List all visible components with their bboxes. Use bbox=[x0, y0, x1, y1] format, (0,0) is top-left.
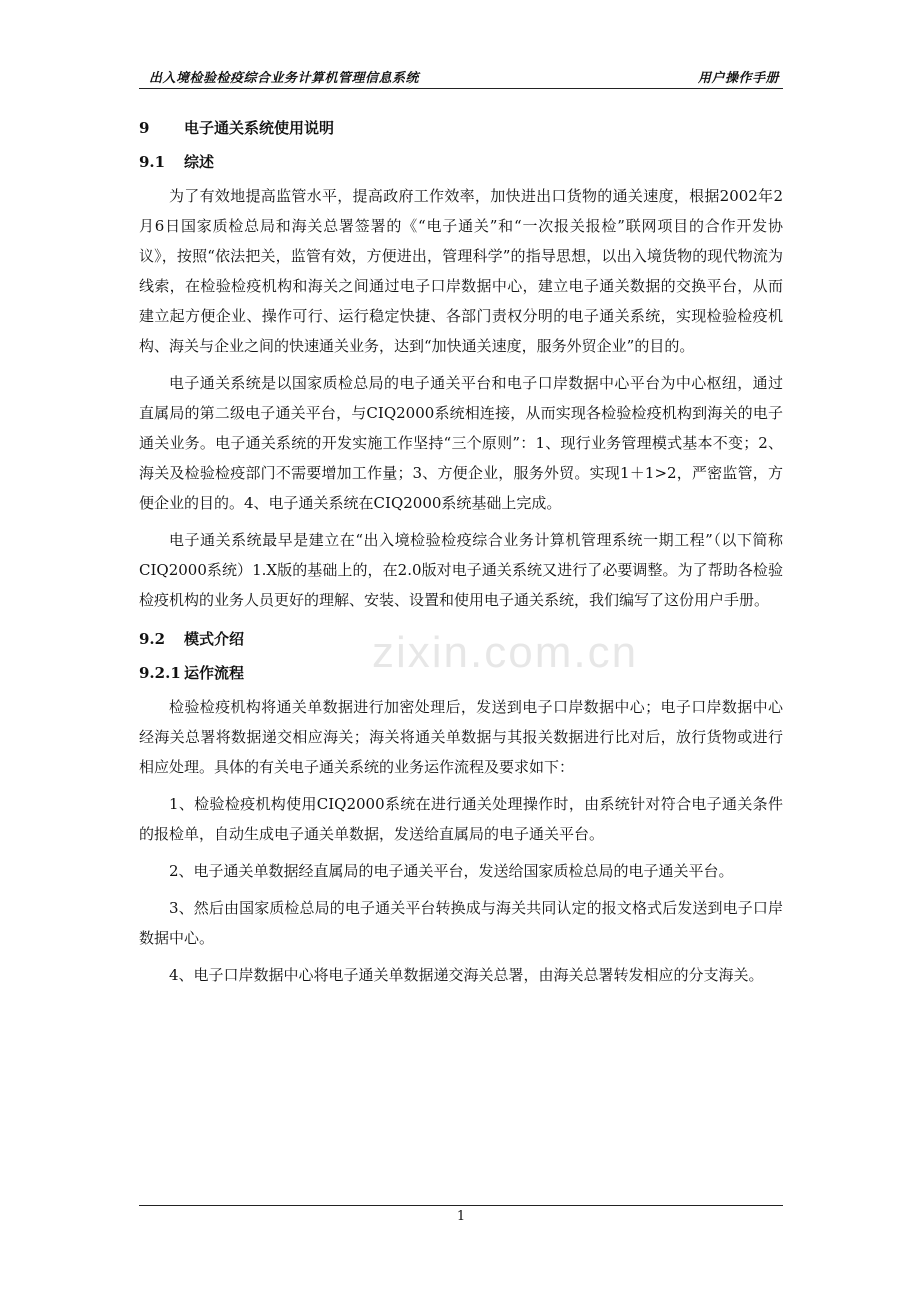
heading-number: 9.2 bbox=[139, 630, 166, 648]
paragraph: 为了有效地提高监管水平，提高政府工作效率，加快进出口货物的通关速度，根据2002年2月6日国家质检总局和海关总署签署的《“电子通关”和“一次报关报检”联网项目的合作开发协议》，按照“依法把关，监管有效，方便进出，管理科学”的指导思想，以出入境货物的现代物流为线索，在检验检疫机构和海关之间通过电子口岸数据中心，建立电子通关数据的交换平台，从而建立起方便企业、操作可行、运行稳定快捷、各部门责权分明的电子通关系统，实现检验检疫机构、海关与企业之间的快速通关业务，达到“加快通关速度，服务外贸企业”的目的。 bbox=[139, 187, 783, 355]
paragraph: 1、检验检疫机构使用CIQ2000系统在进行通关处理操作时，由系统针对符合电子通关条件的报检单，自动生成电子通关单数据，发送给直属局的电子通关平台。 bbox=[139, 795, 783, 843]
page-header bbox=[139, 66, 783, 89]
page-number: 1 bbox=[456, 1209, 466, 1224]
heading-number: 9.2.1 bbox=[139, 664, 181, 682]
watermark: zixin.com.cn bbox=[372, 628, 639, 677]
heading-title: 运作流程 bbox=[184, 664, 245, 682]
header-manual-title: 用户操作手册 bbox=[697, 71, 779, 86]
section-heading-9 bbox=[139, 118, 783, 138]
heading-title: 电子通关系统使用说明 bbox=[184, 119, 335, 137]
paragraph: 检验检疫机构将通关单数据进行加密处理后，发送到电子口岸数据中心；电子口岸数据中心经海关总署将数据递交相应海关；海关将通关单数据与其报关数据进行比对后，放行货物或进行相应处理。具体的有关电子通关系统的业务运作流程及要求如下： bbox=[139, 698, 783, 776]
heading-number: 9.1 bbox=[139, 153, 166, 171]
heading-title: 模式介绍 bbox=[184, 630, 245, 648]
heading-title: 综述 bbox=[184, 153, 215, 171]
heading-number: 9 bbox=[139, 119, 150, 137]
paragraph: 2、电子通关单数据经直属局的电子通关平台，发送给国家质检总局的电子通关平台。 bbox=[169, 862, 734, 880]
document-body bbox=[139, 116, 783, 990]
header-system-title: 出入境检验检疫综合业务计算机管理信息系统 bbox=[149, 71, 420, 86]
paragraph: 3、然后由国家质检总局的电子通关平台转换成与海关共同认定的报文格式后发送到电子口岸数据中心。 bbox=[139, 899, 783, 947]
section-heading-9-1 bbox=[139, 152, 783, 172]
paragraph: 电子通关系统最早是建立在“出入境检验检疫综合业务计算机管理系统一期工程”（以下简称CIQ2000系统）1.X版的基础上的，在2.0版对电子通关系统又进行了必要调整。为了帮助各检验检疫机构的业务人员更好的理解、安装、设置和使用电子通关系统，我们编写了这份用户手册。 bbox=[139, 531, 783, 609]
page-footer bbox=[139, 1205, 783, 1224]
paragraph: 4、电子口岸数据中心将电子通关单数据递交海关总署，由海关总署转发相应的分支海关。 bbox=[169, 966, 764, 984]
paragraph: 电子通关系统是以国家质检总局的电子通关平台和电子口岸数据中心平台为中心枢纽，通过直属局的第二级电子通关平台，与CIQ2000系统相连接，从而实现各检验检疫机构到海关的电子通关业务。电子通关系统的开发实施工作坚持“三个原则”：1、现行业务管理模式基本不变；2、海关及检验检疫部门不需要增加工作量；3、方便企业，服务外贸。实现1＋1>2，严密监管，方便企业的目的。4、电子通关系统在CIQ2000系统基础上完成。 bbox=[139, 374, 783, 512]
